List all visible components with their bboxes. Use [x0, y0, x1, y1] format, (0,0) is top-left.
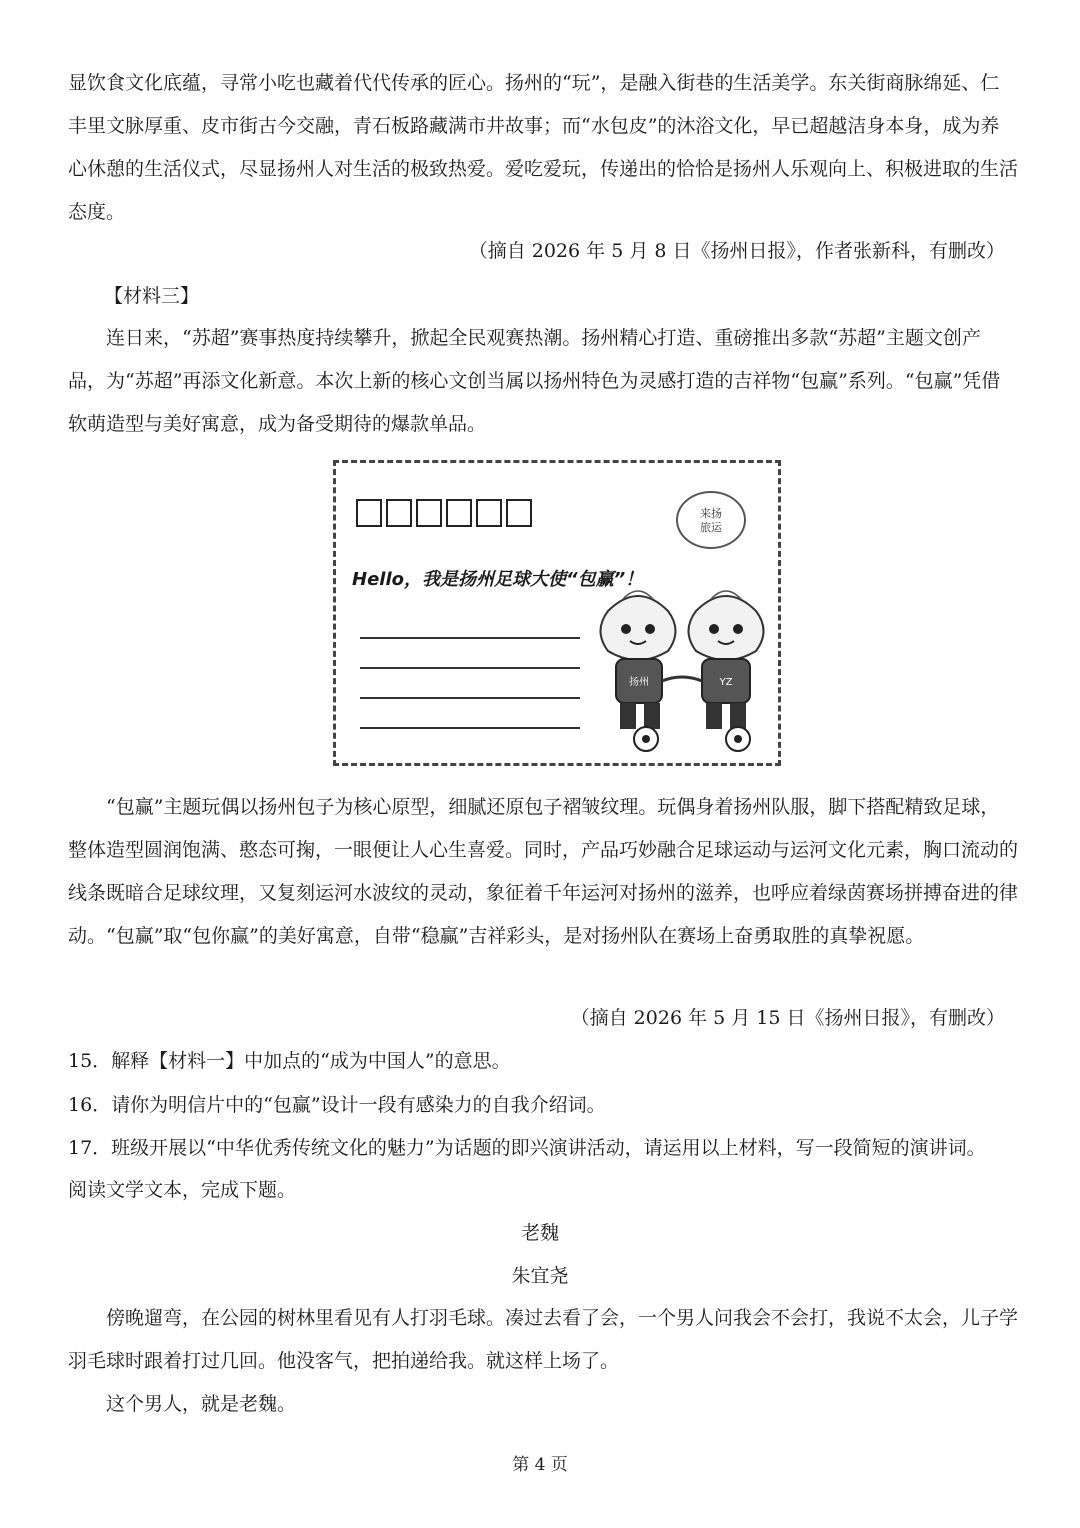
intro-paragraph: 显饮食文化底蕴，寻常小吃也藏着代代传承的匠心。扬州的“玩”，是融入街巷的生活美学。东关街商脉绵延、仁丰里文脉厚重、皮市街古今交融，青石板路藏满市井故事；而“水包皮”的沐浴文化，早已超越洁身本身，成为养心休憩的生活仪式，尽显扬州人对生活的极致热爱。爱吃爱玩，传递出的恰恰是扬州人乐观向上、积极进取的生活态度。 [68, 72, 1019, 223]
material-3-heading: 【材料三】 [104, 285, 200, 307]
svg-text:扬州: 扬州 [629, 677, 649, 688]
postcard-illustration [333, 460, 781, 766]
postcard-writing-line [360, 727, 580, 729]
question-16: 16．请你为明信片中的“包赢”设计一段有感染力的自我介绍词。 [68, 1094, 606, 1116]
postcard-writing-line [360, 637, 580, 639]
question-17: 17．班级开展以“中华优秀传统文化的魅力”为话题的即兴演讲活动，请运用以上材料，写一段简短的演讲词。 [68, 1137, 986, 1159]
source-citation-1: （摘自 2026 年 5 月 8 日《扬州日报》，作者张新科，有删改） [468, 240, 1005, 262]
postcard-greeting: Hello，我是扬州足球大使“包赢”！ [352, 569, 644, 590]
postcard-writing-line [360, 697, 580, 699]
story-paragraph-1: 傍晚遛弯，在公园的树林里看见有人打羽毛球。凑过去看了会，一个男人问我会不会打，我说不太会，儿子学羽毛球时跟着打过几回。他没客气，把拍递给我。就这样上场了。 [68, 1307, 1019, 1372]
postcard-writing-line [360, 667, 580, 669]
baoying-mascots-image [588, 581, 778, 761]
postcode-boxes [356, 499, 532, 527]
question-15: 15．解释【材料一】中加点的“成为中国人”的意思。 [68, 1050, 511, 1072]
source-citation-2: （摘自 2026 年 5 月 15 日《扬州日报》，有删改） [570, 1007, 1005, 1029]
reading-instruction: 阅读文学文本，完成下题。 [68, 1179, 297, 1201]
mascot-right [689, 591, 764, 751]
svg-text:YZ: YZ [719, 677, 733, 688]
page-number: 第 4 页 [512, 1455, 568, 1475]
material-3-paragraph: 连日来，“苏超”赛事热度持续攀升，掀起全民观赛热潮。扬州精心打造、重磅推出多款“苏超”主题文创产品，为“苏超”再添文化新意。本次上新的核心文创当属以扬州特色为灵感打造的吉祥物“包赢”系列。“包赢”凭借软萌造型与美好寓意，成为备受期待的爆款单品。 [68, 327, 1001, 435]
mascot-left [601, 591, 676, 751]
story-paragraph-2: 这个男人，就是老魏。 [106, 1393, 297, 1415]
postmark-stamp: 来扬 旅运 [676, 491, 746, 549]
story-title: 老魏 [520, 1222, 559, 1244]
description-paragraph: “包赢”主题玩偶以扬州包子为核心原型，细腻还原包子褶皱纹理。玩偶身着扬州队服，脚下搭配精致足球，整体造型圆润饱满、憨态可掬，一眼便让人心生喜爱。同时，产品巧妙融合足球运动与运河文化元素，胸口流动的线条既暗合足球纹理，又复刻运河水波纹的灵动，象征着千年运河对扬州的滋养，也呼应着绿茵赛场拼搏奋进的律动。“包赢”取“包你赢”的美好寓意，自带“稳赢”吉祥彩头，是对扬州队在赛场上奋勇取胜的真挚祝愿。 [68, 796, 1019, 947]
story-author: 朱宜尧 [511, 1265, 569, 1287]
